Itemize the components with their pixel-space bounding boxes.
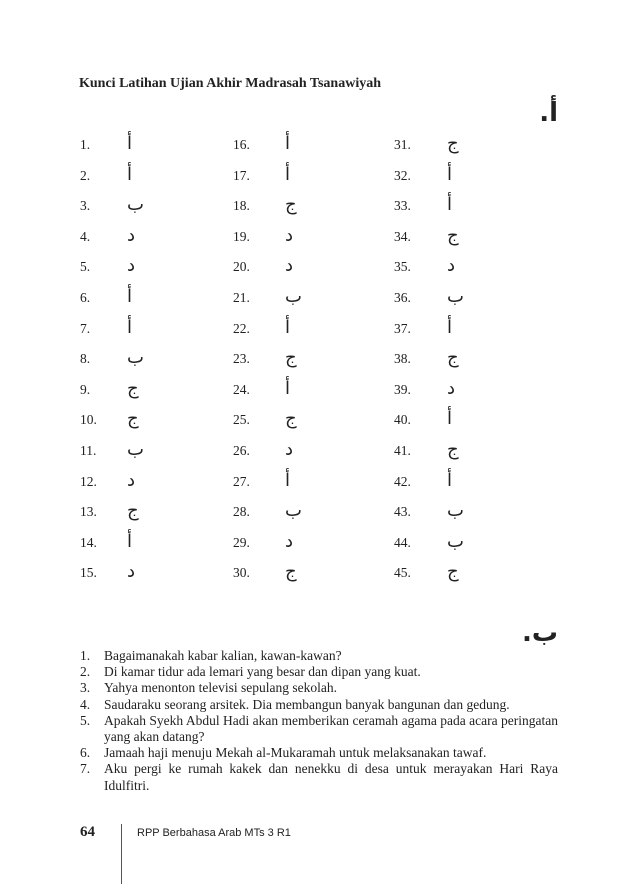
answer-letter: د (127, 561, 136, 583)
answer-letter: ب (285, 286, 302, 307)
answer-number: 45. (394, 565, 411, 581)
answer-number: 10. (80, 412, 97, 428)
answer-letter: أ (447, 408, 453, 430)
answer-letter: أ (447, 316, 453, 338)
page-number: 64 (80, 824, 95, 840)
answer-number: 24. (233, 381, 250, 397)
list-item-number: 6. (80, 745, 91, 761)
list-item (80, 745, 558, 761)
answer-number: 41. (394, 443, 411, 458)
answer-number: 39. (394, 381, 411, 397)
list-item-text: Yahya menonton televisi sepulang sekolah. (104, 680, 337, 696)
answer-letter: أ (285, 377, 291, 399)
answer-letter: أ (127, 163, 133, 185)
answer-letter: ج (447, 347, 459, 369)
answer-letter: أ (447, 194, 453, 216)
answer-letter: ج (127, 377, 139, 399)
answer-number: 37. (394, 320, 411, 336)
answer-letter: ج (447, 133, 459, 154)
answer-number: 16. (233, 137, 250, 152)
list-item-number: 3. (80, 680, 91, 696)
answer-number: 29. (233, 534, 250, 550)
page-title: Kunci Latihan Ujian Akhir Madrasah Tsanawiyah (79, 76, 382, 91)
answer-number: 22. (233, 320, 250, 336)
answer-letter: ب (285, 500, 302, 522)
answer-letter: ب (127, 347, 144, 369)
list-item-number: 7. (80, 761, 91, 777)
answer-number: 4. (80, 228, 91, 244)
answer-letter: ج (447, 224, 459, 246)
answer-letter: ب (447, 530, 464, 552)
answer-letter: د (285, 439, 294, 460)
answer-number: 2. (80, 167, 91, 183)
answer-number: 9. (80, 381, 91, 397)
list-item (80, 664, 558, 680)
list-item-text: Aku pergi ke rumah kakek dan nenekku di desa untuk merayakan Hari Raya Idulfitri. (104, 761, 558, 793)
answer-letter: أ (285, 163, 291, 185)
list-item (80, 713, 558, 745)
list-item (80, 648, 558, 664)
answer-number: 8. (80, 351, 91, 367)
answer-letter: أ (127, 133, 133, 154)
list-item (80, 697, 558, 713)
list-item-text: Saudaraku seorang arsitek. Dia membangun banyak bangunan dan gedung. (104, 696, 510, 712)
translation-list (80, 648, 558, 794)
answer-number: 27. (233, 473, 250, 489)
answer-number: 33. (394, 198, 411, 214)
answer-number: 20. (233, 259, 250, 275)
answer-letter: د (285, 530, 294, 552)
answer-number: 38. (394, 351, 411, 367)
list-item-number: 5. (80, 712, 91, 728)
answer-number: 34. (394, 228, 411, 244)
footer-divider (121, 824, 122, 884)
answer-letter: د (447, 255, 456, 277)
answer-number: 17. (233, 167, 250, 183)
answer-number: 28. (233, 504, 250, 520)
list-item-number: 2. (80, 664, 91, 680)
list-item-text: Apakah Syekh Abdul Hadi akan memberikan ceramah agama pada acara peringatan yang akan datang? (104, 712, 558, 745)
answer-letter: د (127, 255, 136, 277)
book-title: RPP Berbahasa Arab MTs 3 R1 (137, 827, 291, 839)
answer-letter: أ (447, 163, 453, 185)
answer-number: 12. (80, 473, 97, 489)
list-item-text: Jamaah haji menuju Mekah al-Mukaramah untuk melaksanakan tawaf. (104, 745, 487, 761)
list-item-text: Di kamar tidur ada lemari yang besar dan dipan yang kuat. (104, 664, 421, 680)
answer-letter: ج (127, 500, 139, 522)
answer-number: 6. (80, 290, 91, 305)
answer-letter: أ (127, 316, 133, 338)
answer-number: 40. (394, 412, 411, 428)
answer-letter: د (285, 224, 294, 246)
answer-number: 42. (394, 473, 411, 489)
answer-letter: ج (127, 408, 139, 430)
list-item (80, 761, 558, 793)
answer-number: 25. (233, 412, 250, 428)
answer-number: 43. (394, 504, 411, 520)
answer-letter: ب (127, 439, 144, 460)
answer-number: 44. (394, 534, 411, 550)
list-item-number: 4. (80, 696, 91, 712)
answer-letter: ج (447, 561, 459, 583)
answer-number: 13. (80, 504, 97, 520)
answer-letter: ب (447, 500, 464, 522)
answer-letter: ج (285, 347, 297, 369)
answer-number: 15. (80, 565, 97, 581)
answer-letter: أ (447, 469, 453, 491)
answer-number: 5. (80, 259, 91, 275)
answer-number: 30. (233, 565, 250, 581)
answer-number: 32. (394, 167, 411, 183)
answer-letter: ج (447, 439, 459, 460)
answer-number: 7. (80, 320, 91, 336)
answer-number: 19. (233, 228, 250, 244)
list-item-number: 1. (80, 648, 91, 663)
answer-number: 1. (80, 137, 91, 152)
answer-number: 18. (233, 198, 250, 214)
answer-letter: أ (285, 133, 291, 154)
answer-letter: د (127, 469, 136, 491)
answer-letter: د (285, 255, 294, 277)
answer-letter: ج (285, 561, 297, 583)
answer-letter: أ (127, 286, 133, 307)
section-a-label: أ. (539, 98, 558, 128)
answer-number: 36. (394, 290, 411, 305)
answer-letter: ب (127, 194, 144, 216)
list-item-text: Bagaimanakah kabar kalian, kawan-kawan? (104, 648, 342, 663)
answer-letter: أ (127, 530, 133, 552)
section-b-label: ب. (521, 618, 558, 648)
answer-number: 35. (394, 259, 411, 275)
answer-number: 26. (233, 443, 250, 458)
answer-letter: د (447, 377, 456, 399)
list-item (80, 680, 558, 696)
answer-letter: ج (285, 408, 297, 430)
answer-letter: أ (285, 316, 291, 338)
answer-letter: أ (285, 469, 291, 491)
answer-number: 23. (233, 351, 250, 367)
answer-number: 21. (233, 290, 250, 305)
answer-letter: ب (447, 286, 464, 307)
answer-number: 3. (80, 198, 91, 214)
answer-letter: ج (285, 194, 297, 216)
answer-number: 14. (80, 534, 97, 550)
answer-letter: د (127, 224, 136, 246)
answer-number: 11. (80, 443, 97, 458)
answer-number: 31. (394, 137, 411, 152)
